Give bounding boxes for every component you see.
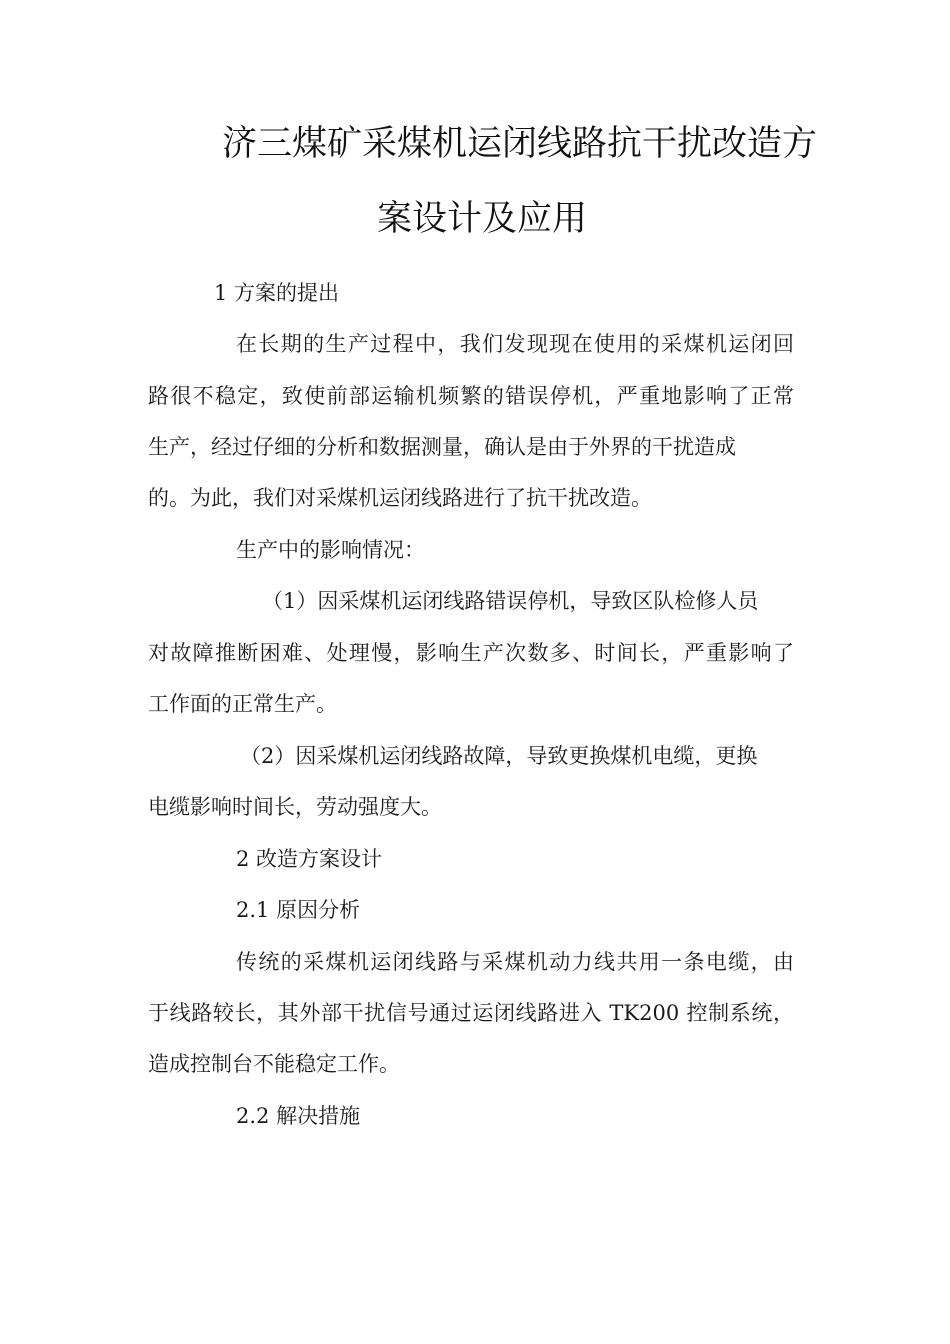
subsection-2-1-heading: 2.1 原因分析 (236, 898, 361, 922)
impact-item-1-line: （1）因采煤机运闭线路错误停机，导致区队检修人员 (262, 589, 759, 613)
section-1-paragraph-line: 在长期的生产过程中，我们发现现在使用的采煤机运闭回 (236, 332, 794, 356)
section-1-paragraph-line: 的。为此，我们对采煤机运闭线路进行了抗干扰改造。 (148, 486, 652, 510)
impact-item-1-line: 工作面的正常生产。 (148, 692, 337, 716)
document-title-line-2: 案设计及应用 (377, 199, 588, 239)
section-1-paragraph-line: 生产，经过仔细的分析和数据测量，确认是由于外界的干扰造成 (148, 435, 736, 459)
impact-item-2-line: 电缆影响时间长，劳动强度大。 (148, 795, 442, 819)
section-1-heading: 1 方案的提出 (214, 281, 340, 305)
document-title-line-1: 济三煤矿采煤机运闭线路抗干扰改造方 (222, 124, 818, 164)
subsection-2-1-paragraph-line: 传统的采煤机运闭线路与采煤机动力线共用一条电缆，由 (236, 950, 794, 974)
section-2-heading: 2 改造方案设计 (236, 847, 383, 871)
subsection-2-2-heading: 2.2 解决措施 (236, 1104, 361, 1128)
subsection-2-1-paragraph-line: 造成控制台不能稳定工作。 (148, 1052, 400, 1076)
impact-item-2-line: （2）因采煤机运闭线路故障，导致更换煤机电缆，更换 (240, 744, 758, 768)
section-1-paragraph-line: 路很不稳定，致使前部运输机频繁的错误停机，严重地影响了正常 (148, 384, 794, 408)
subsection-2-1-paragraph-line: 于线路较长，其外部干扰信号通过运闭线路进入 TK200 控制系统， (148, 1001, 794, 1025)
impact-item-1-line: 对故障推断困难、处理慢，影响生产次数多、时间长，严重影响了 (148, 641, 794, 665)
impact-label: 生产中的影响情况： (236, 538, 425, 562)
